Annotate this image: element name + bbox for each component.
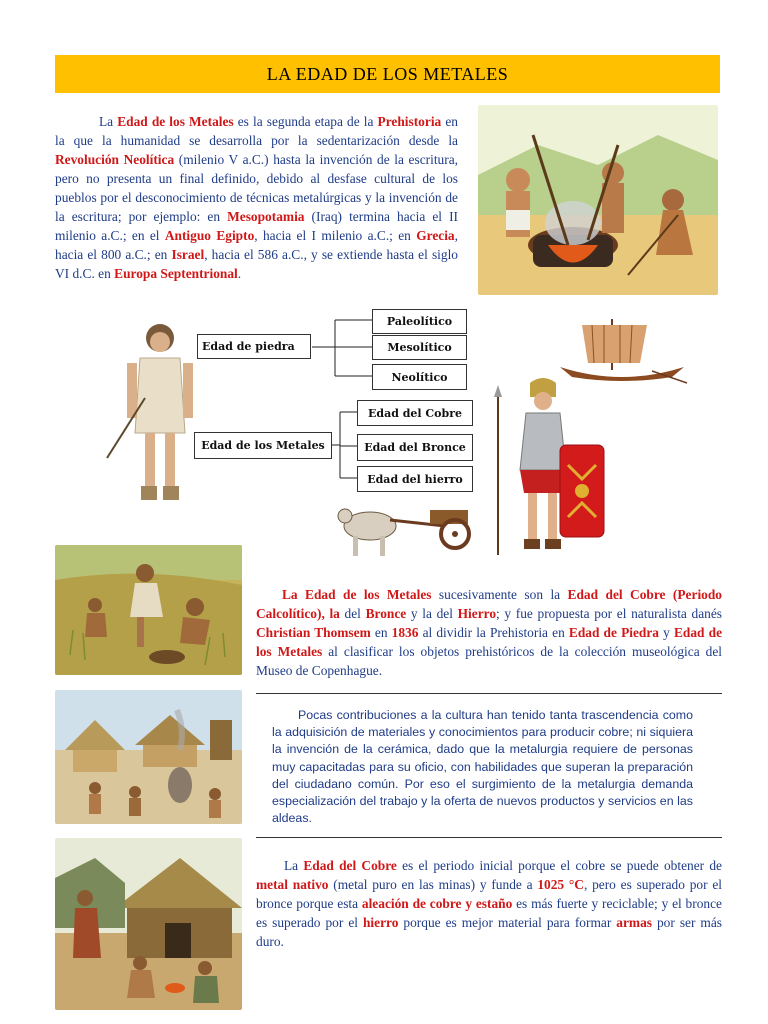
fourth-paragraph: La Edad del Cobre es el periodo inicial porque el cobre se puede obtener de metal nativo (metal puro en las minas) y funde a 1025 °C, pero es superado por el bronce porque esta aleación de cobre y estaño es más fuerte y reciclable; y el bronce es superado por el hierro porque es mejor material para formar armas por ser más duro. (256, 858, 722, 949)
second-paragraph: La Edad de los Metales sucesivamente son la Edad del Cobre (Periodo Calcolítico), la del Bronce y la del Hierro; y fue propuesta por el naturalista danés Christian Thomsem en 1836 al dividir la Prehistoria en Edad de Piedra y Edad de los Metales al clasificar los objetos prehistóricos de la colección museológica del Museo de Copenhague. (256, 587, 723, 678)
stone-age-box: Edad de piedra (197, 334, 311, 359)
period-paleolithic: Paleolítico (372, 309, 467, 334)
third-paragraph: Pocas contribuciones a la cultura han tenido tanta trascendencia como la adquisición de materiales y conocimientos para producir cobre; ni siquiera la invención de la cerámica, dado que la metalurgia requiere de personas muy capacitadas para su oficio, con habilidades que superan la preparación del ciudadano común. Por eso el surgimiento de la metalurgia demanda especialización del trabajo y la oferta de nuevos productos y servicios en las aldeas. (272, 708, 693, 826)
period-copper-age: Edad del Cobre (357, 400, 473, 426)
page-title: LA EDAD DE LOS METALES (55, 55, 720, 93)
divider-bottom (256, 837, 722, 838)
period-iron-age: Edad del hierro (357, 466, 473, 492)
village-scene-image (55, 690, 242, 824)
period-mesolithic: Mesolítico (372, 335, 467, 360)
copper-workshop-image (55, 838, 242, 1010)
farming-scene-image (55, 545, 242, 675)
divider-top (256, 693, 722, 694)
intro-paragraph: La Edad de los Metales es la segunda etapa de la Prehistoria en la que la humanidad se desarrolla por la sedentarización desde la Revolución Neolítica (milenio V a.C.) hasta la invención de la escritura, pero no presenta un final definido, debido al desfase cultural de los pueblos por el desconocimiento de técnicas metalúrgicas y la invención de la escritura; por ejemplo: en Mesopotamia (Iraq) termina hacia el II milenio a.C.; en el Antiguo Egipto, hacia el I milenio a.C.; en Grecia, hacia el 800 a.C.; en Israel, hacia el 586 a.C., y se extiende hasta el siglo VI d.C. en Europa Septentrional. (55, 114, 458, 281)
period-bronze-age: Edad del Bronce (357, 434, 473, 461)
metal-age-box: Edad de los Metales (194, 432, 332, 459)
period-neolithic: Neolítico (372, 364, 467, 390)
